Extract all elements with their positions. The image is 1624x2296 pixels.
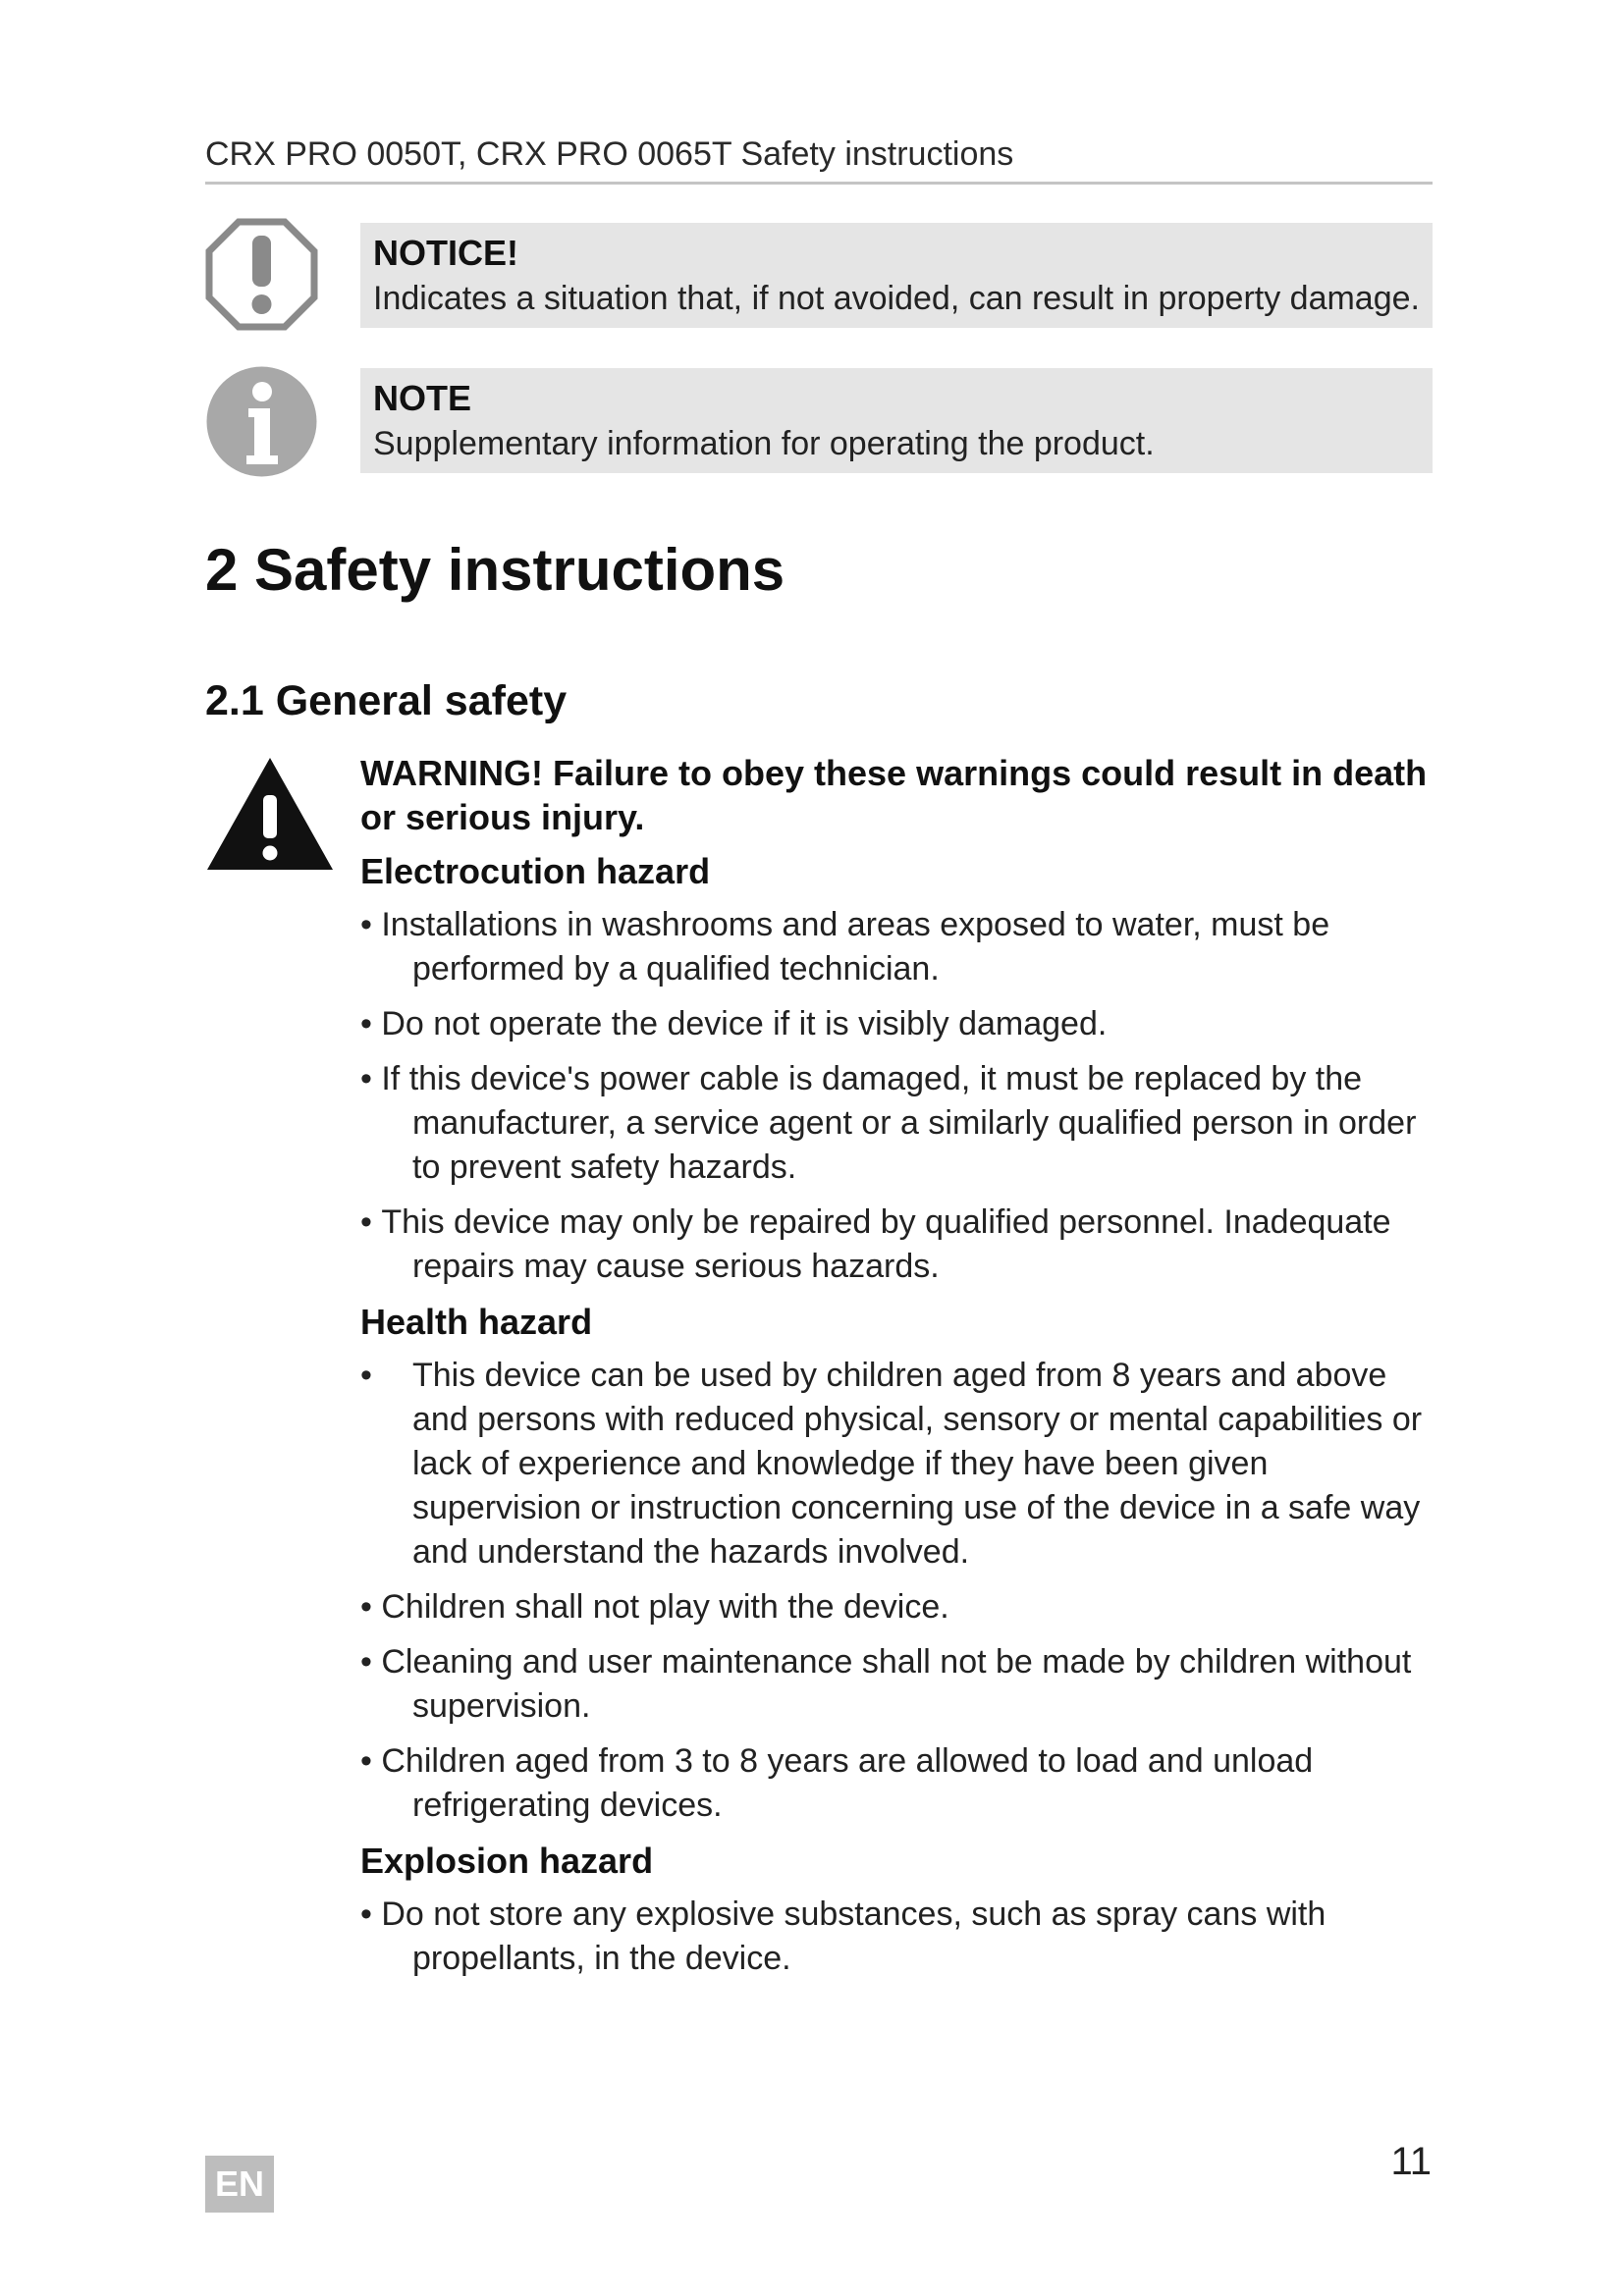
notice-title: NOTICE! — [373, 233, 518, 273]
list-item: • This device can be used by children aged from 8 years and above and persons with reduced physical, sensory or mental capabilities or lack of experience and knowledge if they have been given supervision or instruction concerning use of the device in a safe way and understand the hazards involved. — [360, 1357, 1423, 1571]
notice-box — [360, 223, 1433, 328]
list-item: • Do not operate the device if it is visibly damaged. — [360, 1005, 1108, 1042]
electrocution-hazard-title: Electrocution hazard — [360, 851, 711, 891]
list-item: • Cleaning and user maintenance shall not be made by children without supervision. — [360, 1643, 1412, 1725]
warning-heading: WARNING! Failure to obey these warnings could result in death or serious injury. — [360, 753, 1428, 837]
section-title: 2 Safety instructions — [205, 537, 785, 603]
warning-triangle-icon — [205, 756, 335, 872]
info-circle-icon — [205, 365, 318, 478]
note-text: Supplementary information for operating the product. — [373, 425, 1155, 462]
list-item: • Installations in washrooms and areas exposed to water, must be performed by a qualified technician. — [360, 906, 1330, 988]
explosion-hazard-list — [360, 1893, 1435, 1981]
exclamation-octagon-icon — [205, 218, 318, 331]
language-badge: EN — [205, 2156, 274, 2213]
electrocution-hazard-list — [360, 903, 1435, 1289]
list-item: • Do not store any explosive substances, such as spray cans with propellants, in the device. — [360, 1896, 1326, 1977]
page-header: CRX PRO 0050T, CRX PRO 0065T Safety instructions — [205, 135, 1014, 173]
header-divider — [205, 182, 1433, 185]
subsection-title: 2.1 General safety — [205, 677, 568, 724]
list-item: • This device may only be repaired by qualified personnel. Inadequate repairs may cause serious hazards. — [360, 1203, 1391, 1285]
list-item: • Children aged from 3 to 8 years are allowed to load and unload refrigerating devices. — [360, 1742, 1314, 1824]
notice-text: Indicates a situation that, if not avoided, can result in property damage. — [373, 280, 1420, 317]
explosion-hazard-title: Explosion hazard — [360, 1841, 654, 1881]
note-box — [360, 368, 1433, 473]
health-hazard-list — [360, 1354, 1435, 1828]
list-item: • If this device's power cable is damaged, it must be replaced by the manufacturer, a service agent or a similarly qualified person in order to prevent safety hazards. — [360, 1060, 1417, 1186]
note-title: NOTE — [373, 378, 472, 418]
list-item: • Children shall not play with the device. — [360, 1588, 949, 1626]
health-hazard-title: Health hazard — [360, 1302, 593, 1342]
page-number: 11 — [1390, 2140, 1432, 2183]
general-safety-content — [360, 751, 1435, 1992]
